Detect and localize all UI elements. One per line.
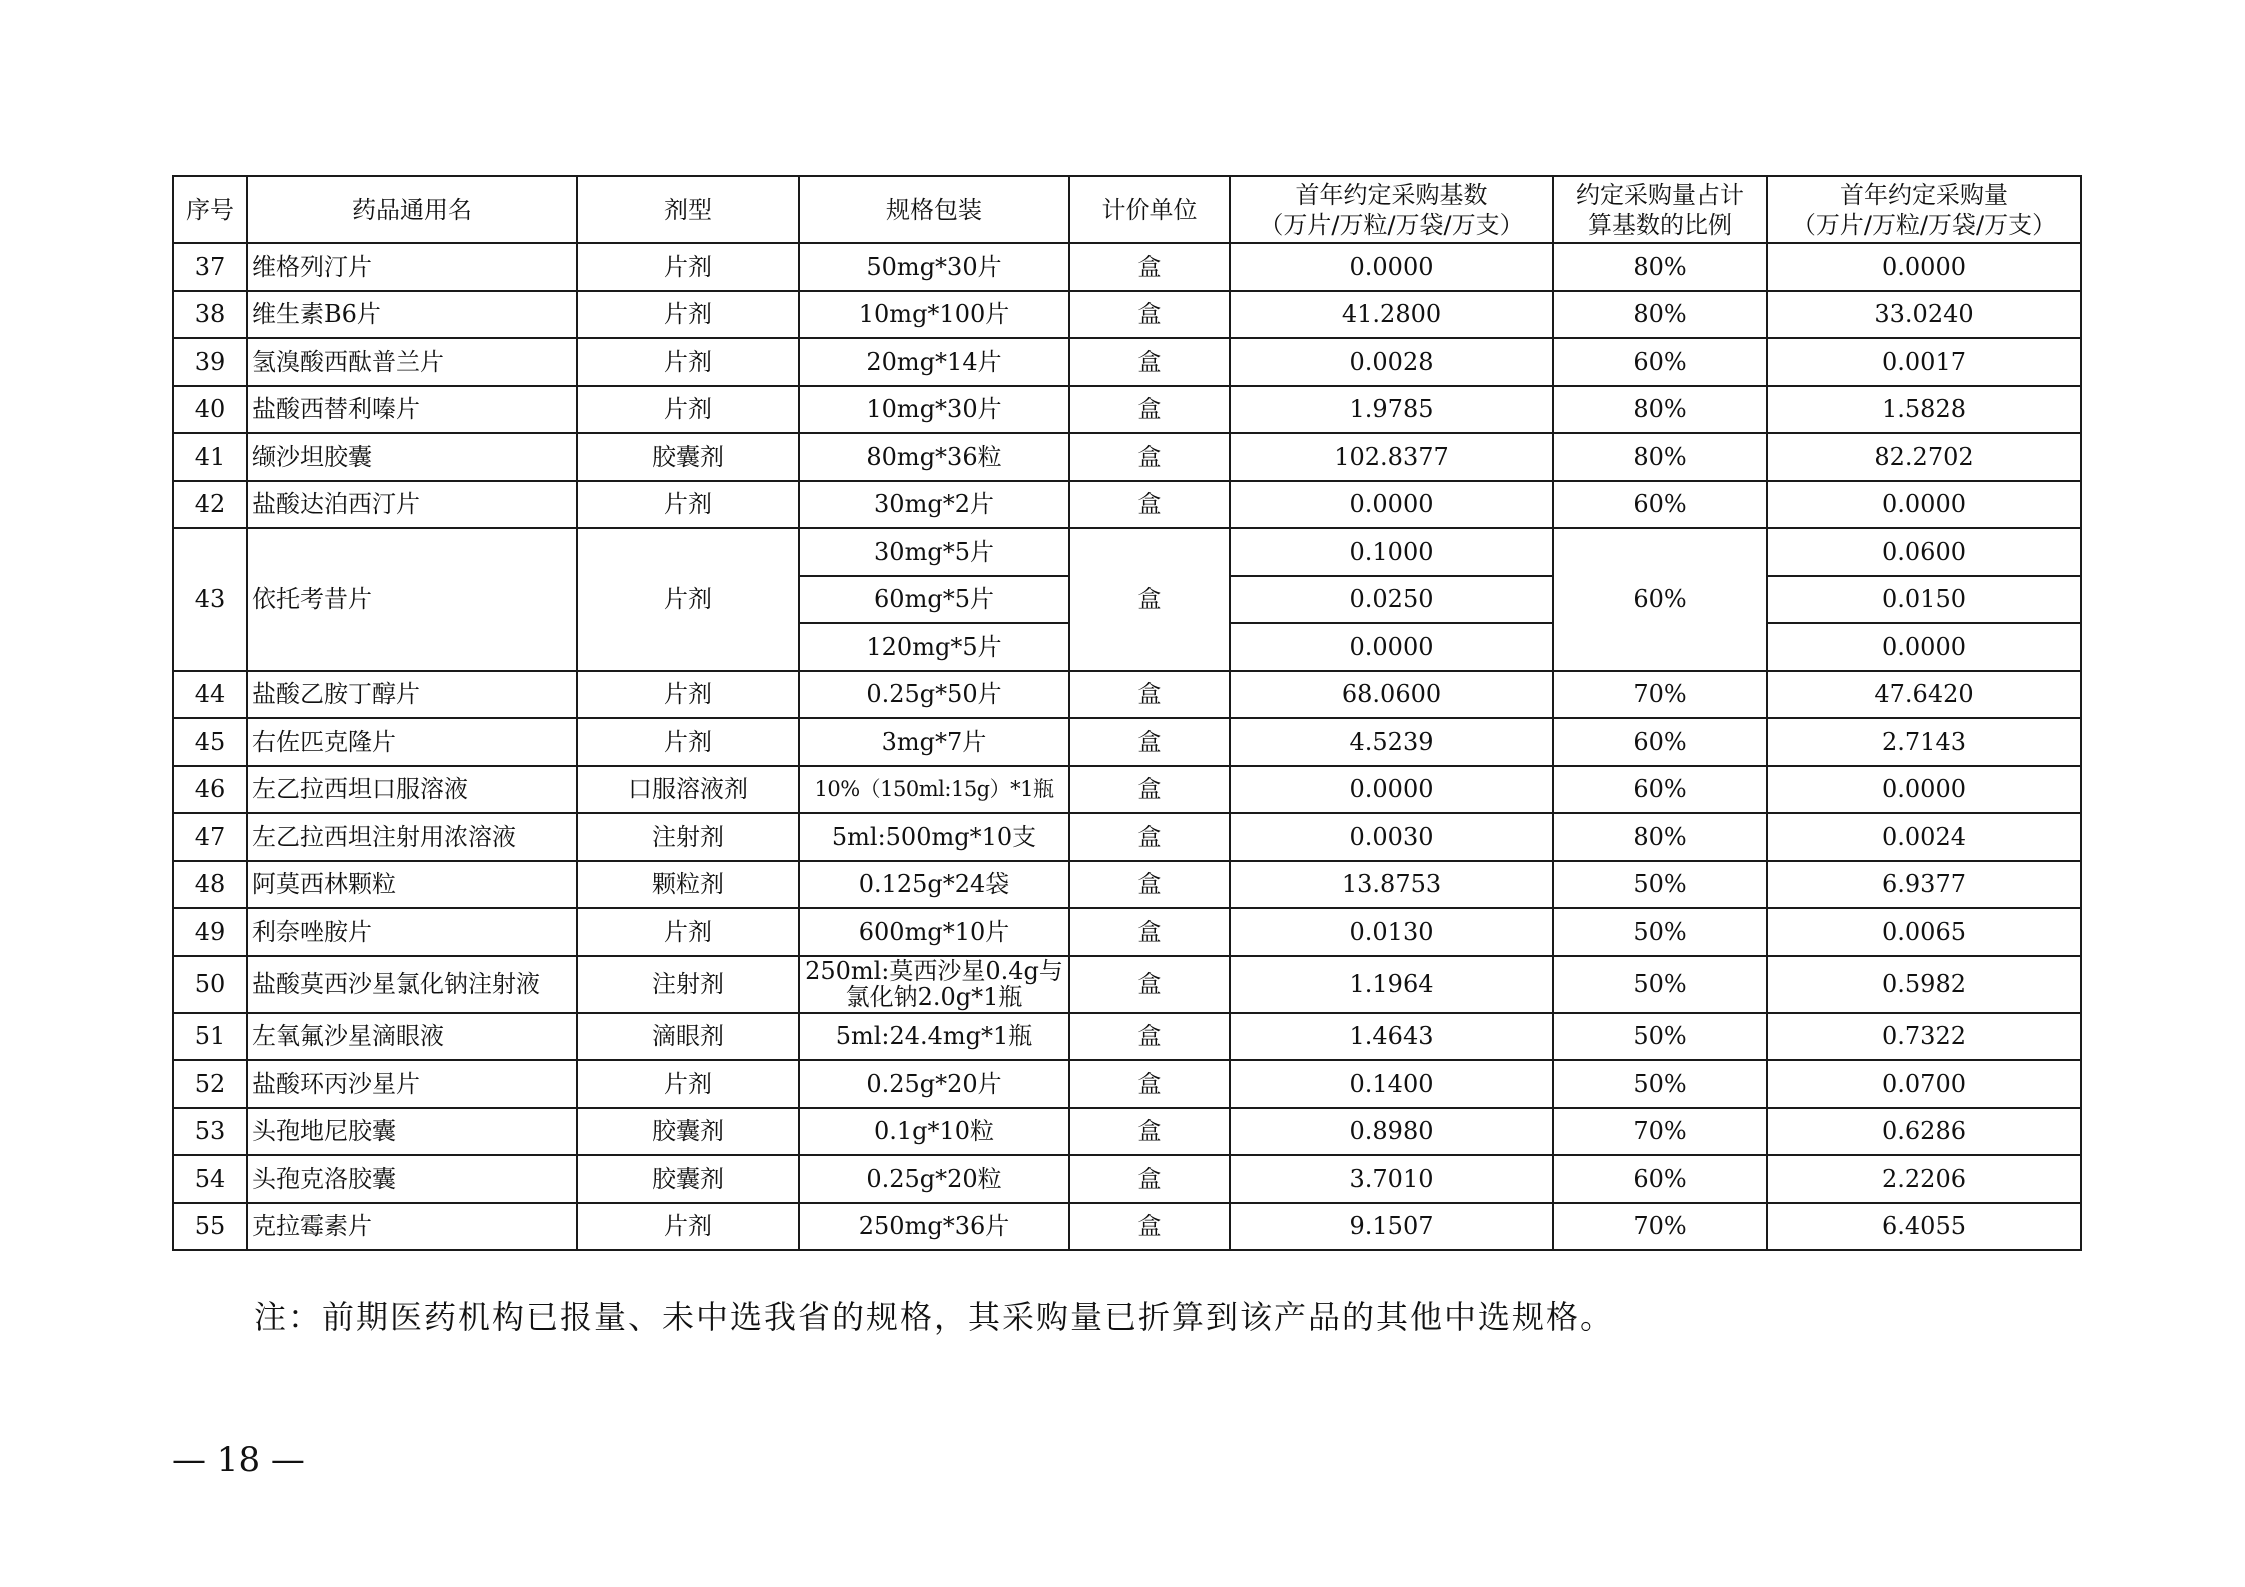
cell-form: 片剂 <box>577 243 799 291</box>
cell-base: 1.1964 <box>1230 956 1553 1013</box>
cell-form: 片剂 <box>577 528 799 671</box>
cell-form: 片剂 <box>577 338 799 386</box>
header-ratio <box>1553 176 1767 243</box>
cell-base: 0.1400 <box>1230 1060 1553 1108</box>
cell-form: 颗粒剂 <box>577 861 799 909</box>
cell-spec: 0.25g*20片 <box>799 1060 1069 1108</box>
cell-spec: 10mg*30片 <box>799 386 1069 434</box>
cell-ratio: 60% <box>1553 718 1767 766</box>
header-qty-line2: （万片/万粒/万袋/万支） <box>1791 210 2057 239</box>
cell-spec: 5ml:24.4mg*1瓶 <box>799 1013 1069 1061</box>
cell-qty: 0.0000 <box>1767 481 2081 529</box>
header-seq: 序号 <box>173 176 247 243</box>
cell-unit: 盒 <box>1069 766 1230 814</box>
cell-form: 胶囊剂 <box>577 433 799 481</box>
cell-base: 0.8980 <box>1230 1108 1553 1156</box>
cell-spec-line1: 250ml:莫西沙星0.4g与 <box>805 957 1063 985</box>
cell-base: 0.0028 <box>1230 338 1553 386</box>
cell-form: 片剂 <box>577 908 799 956</box>
header-ratio-line2: 算基数的比例 <box>1588 210 1732 239</box>
cell-name: 阿莫西林颗粒 <box>247 861 577 909</box>
cell-base: 0.0130 <box>1230 908 1553 956</box>
cell-spec: 30mg*5片 <box>799 528 1069 576</box>
cell-qty: 0.0150 <box>1767 576 2081 624</box>
cell-ratio: 70% <box>1553 1203 1767 1251</box>
cell-seq: 48 <box>173 861 247 909</box>
cell-spec: 60mg*5片 <box>799 576 1069 624</box>
cell-name: 右佐匹克隆片 <box>247 718 577 766</box>
cell-base: 0.0000 <box>1230 481 1553 529</box>
cell-name: 盐酸环丙沙星片 <box>247 1060 577 1108</box>
cell-spec-line2: 氯化钠2.0g*1瓶 <box>845 983 1023 1011</box>
cell-qty: 0.7322 <box>1767 1013 2081 1061</box>
cell-unit: 盒 <box>1069 481 1230 529</box>
cell-unit: 盒 <box>1069 1203 1230 1251</box>
cell-name: 盐酸莫西沙星氯化钠注射液 <box>247 956 577 1013</box>
cell-seq: 50 <box>173 956 247 1013</box>
cell-unit: 盒 <box>1069 718 1230 766</box>
cell-name: 氢溴酸西酞普兰片 <box>247 338 577 386</box>
cell-qty: 0.6286 <box>1767 1108 2081 1156</box>
cell-spec: 20mg*14片 <box>799 338 1069 386</box>
cell-name: 左乙拉西坦口服溶液 <box>247 766 577 814</box>
cell-ratio: 60% <box>1553 766 1767 814</box>
cell-form: 片剂 <box>577 1060 799 1108</box>
cell-seq: 44 <box>173 671 247 719</box>
cell-base: 0.1000 <box>1230 528 1553 576</box>
cell-form: 片剂 <box>577 1203 799 1251</box>
cell-ratio: 50% <box>1553 1013 1767 1061</box>
cell-base: 0.0000 <box>1230 623 1553 671</box>
cell-name: 头孢地尼胶囊 <box>247 1108 577 1156</box>
cell-unit: 盒 <box>1069 1060 1230 1108</box>
table-row <box>173 528 2081 576</box>
cell-qty: 33.0240 <box>1767 291 2081 339</box>
cell-base: 0.0000 <box>1230 243 1553 291</box>
table-row <box>173 861 2081 909</box>
cell-ratio: 50% <box>1553 861 1767 909</box>
cell-spec: 10mg*100片 <box>799 291 1069 339</box>
table-row <box>173 956 2081 1013</box>
cell-spec: 600mg*10片 <box>799 908 1069 956</box>
cell-unit: 盒 <box>1069 813 1230 861</box>
cell-qty: 2.2206 <box>1767 1155 2081 1203</box>
header-ratio-line1: 约定采购量占计 <box>1576 180 1744 209</box>
cell-base: 102.8377 <box>1230 433 1553 481</box>
cell-ratio: 50% <box>1553 908 1767 956</box>
header-qty-line1: 首年约定采购量 <box>1840 180 2008 209</box>
cell-spec: 50mg*30片 <box>799 243 1069 291</box>
cell-ratio: 60% <box>1553 338 1767 386</box>
cell-unit: 盒 <box>1069 1108 1230 1156</box>
cell-spec: 5ml:500mg*10支 <box>799 813 1069 861</box>
cell-unit: 盒 <box>1069 861 1230 909</box>
cell-qty: 0.0600 <box>1767 528 2081 576</box>
cell-seq: 39 <box>173 338 247 386</box>
cell-unit: 盒 <box>1069 528 1230 671</box>
cell-seq: 42 <box>173 481 247 529</box>
cell-seq: 49 <box>173 908 247 956</box>
cell-seq: 45 <box>173 718 247 766</box>
table-row <box>173 1155 2081 1203</box>
cell-name: 盐酸达泊西汀片 <box>247 481 577 529</box>
cell-form: 胶囊剂 <box>577 1108 799 1156</box>
cell-base: 13.8753 <box>1230 861 1553 909</box>
cell-base: 4.5239 <box>1230 718 1553 766</box>
cell-spec: 0.125g*24袋 <box>799 861 1069 909</box>
cell-spec: 250mg*36片 <box>799 1203 1069 1251</box>
cell-name: 头孢克洛胶囊 <box>247 1155 577 1203</box>
cell-qty: 0.0024 <box>1767 813 2081 861</box>
cell-qty: 0.0700 <box>1767 1060 2081 1108</box>
cell-base: 0.0000 <box>1230 766 1553 814</box>
header-name: 药品通用名 <box>247 176 577 243</box>
cell-name: 利奈唑胺片 <box>247 908 577 956</box>
cell-seq: 38 <box>173 291 247 339</box>
table-row <box>173 718 2081 766</box>
cell-seq: 51 <box>173 1013 247 1061</box>
cell-ratio: 70% <box>1553 671 1767 719</box>
cell-ratio: 70% <box>1553 1108 1767 1156</box>
cell-ratio: 60% <box>1553 1155 1767 1203</box>
header-base-line1: 首年约定采购基数 <box>1295 180 1488 209</box>
cell-form: 片剂 <box>577 386 799 434</box>
cell-ratio: 60% <box>1553 481 1767 529</box>
cell-form: 口服溶液剂 <box>577 766 799 814</box>
table-row <box>173 671 2081 719</box>
cell-seq: 54 <box>173 1155 247 1203</box>
header-base-line2: （万片/万粒/万袋/万支） <box>1259 210 1524 239</box>
cell-spec: 10%（150ml:15g）*1瓶 <box>799 766 1069 814</box>
cell-seq: 47 <box>173 813 247 861</box>
cell-qty: 6.9377 <box>1767 861 2081 909</box>
cell-qty: 0.0000 <box>1767 623 2081 671</box>
cell-qty: 6.4055 <box>1767 1203 2081 1251</box>
cell-form: 片剂 <box>577 291 799 339</box>
header-row <box>173 176 2081 243</box>
cell-seq: 46 <box>173 766 247 814</box>
table-row <box>173 433 2081 481</box>
procurement-table <box>172 175 2082 1251</box>
header-qty <box>1767 176 2081 243</box>
cell-ratio: 80% <box>1553 243 1767 291</box>
cell-qty: 1.5828 <box>1767 386 2081 434</box>
cell-base: 1.4643 <box>1230 1013 1553 1061</box>
cell-form: 注射剂 <box>577 956 799 1013</box>
table-row <box>173 386 2081 434</box>
cell-unit: 盒 <box>1069 908 1230 956</box>
cell-base: 68.0600 <box>1230 671 1553 719</box>
cell-spec: 30mg*2片 <box>799 481 1069 529</box>
cell-seq: 55 <box>173 1203 247 1251</box>
cell-qty: 47.6420 <box>1767 671 2081 719</box>
header-spec: 规格包装 <box>799 176 1069 243</box>
cell-name: 盐酸西替利嗪片 <box>247 386 577 434</box>
cell-base: 3.7010 <box>1230 1155 1553 1203</box>
header-unit: 计价单位 <box>1069 176 1230 243</box>
cell-seq: 37 <box>173 243 247 291</box>
cell-qty: 0.0017 <box>1767 338 2081 386</box>
table-row <box>173 338 2081 386</box>
cell-form: 胶囊剂 <box>577 1155 799 1203</box>
cell-spec: 0.25g*20粒 <box>799 1155 1069 1203</box>
cell-spec: 0.25g*50片 <box>799 671 1069 719</box>
cell-base: 41.2800 <box>1230 291 1553 339</box>
table-row <box>173 481 2081 529</box>
cell-ratio: 50% <box>1553 1060 1767 1108</box>
cell-qty: 0.0000 <box>1767 243 2081 291</box>
cell-unit: 盒 <box>1069 1013 1230 1061</box>
cell-unit: 盒 <box>1069 386 1230 434</box>
cell-seq: 43 <box>173 528 247 671</box>
table-row <box>173 291 2081 339</box>
cell-unit: 盒 <box>1069 338 1230 386</box>
cell-seq: 41 <box>173 433 247 481</box>
cell-spec: 120mg*5片 <box>799 623 1069 671</box>
cell-ratio: 50% <box>1553 956 1767 1013</box>
cell-form: 片剂 <box>577 718 799 766</box>
cell-seq: 52 <box>173 1060 247 1108</box>
cell-form: 片剂 <box>577 671 799 719</box>
cell-form: 滴眼剂 <box>577 1013 799 1061</box>
table-row <box>173 1013 2081 1061</box>
cell-base: 9.1507 <box>1230 1203 1553 1251</box>
cell-unit: 盒 <box>1069 1155 1230 1203</box>
cell-qty: 2.7143 <box>1767 718 2081 766</box>
cell-seq: 53 <box>173 1108 247 1156</box>
cell-name: 维生素B6片 <box>247 291 577 339</box>
table-row <box>173 1060 2081 1108</box>
page-number: — 18 — <box>172 1440 305 1480</box>
cell-spec <box>799 956 1069 1013</box>
cell-seq: 40 <box>173 386 247 434</box>
cell-form: 注射剂 <box>577 813 799 861</box>
cell-ratio: 60% <box>1553 528 1767 671</box>
cell-ratio: 80% <box>1553 813 1767 861</box>
cell-unit: 盒 <box>1069 671 1230 719</box>
cell-qty: 0.0065 <box>1767 908 2081 956</box>
cell-name: 维格列汀片 <box>247 243 577 291</box>
cell-name: 左氧氟沙星滴眼液 <box>247 1013 577 1061</box>
cell-name: 盐酸乙胺丁醇片 <box>247 671 577 719</box>
header-base <box>1230 176 1553 243</box>
cell-unit: 盒 <box>1069 433 1230 481</box>
table-row <box>173 243 2081 291</box>
cell-qty: 0.0000 <box>1767 766 2081 814</box>
cell-base: 0.0030 <box>1230 813 1553 861</box>
cell-spec: 3mg*7片 <box>799 718 1069 766</box>
cell-name: 依托考昔片 <box>247 528 577 671</box>
table-row <box>173 766 2081 814</box>
cell-base: 1.9785 <box>1230 386 1553 434</box>
table-row <box>173 908 2081 956</box>
cell-ratio: 80% <box>1553 386 1767 434</box>
cell-form: 片剂 <box>577 481 799 529</box>
cell-name: 克拉霉素片 <box>247 1203 577 1251</box>
table-row <box>173 1108 2081 1156</box>
cell-name: 缬沙坦胶囊 <box>247 433 577 481</box>
footnote: 注：前期医药机构已报量、未中选我省的规格，其采购量已折算到该产品的其他中选规格。 <box>254 1298 1615 1336</box>
cell-qty: 0.5982 <box>1767 956 2081 1013</box>
cell-spec: 0.1g*10粒 <box>799 1108 1069 1156</box>
cell-name: 左乙拉西坦注射用浓溶液 <box>247 813 577 861</box>
cell-unit: 盒 <box>1069 956 1230 1013</box>
cell-ratio: 80% <box>1553 433 1767 481</box>
cell-unit: 盒 <box>1069 243 1230 291</box>
cell-qty: 82.2702 <box>1767 433 2081 481</box>
table-row <box>173 813 2081 861</box>
cell-ratio: 80% <box>1553 291 1767 339</box>
header-form: 剂型 <box>577 176 799 243</box>
cell-base: 0.0250 <box>1230 576 1553 624</box>
table-row <box>173 1203 2081 1251</box>
cell-spec: 80mg*36粒 <box>799 433 1069 481</box>
cell-unit: 盒 <box>1069 291 1230 339</box>
